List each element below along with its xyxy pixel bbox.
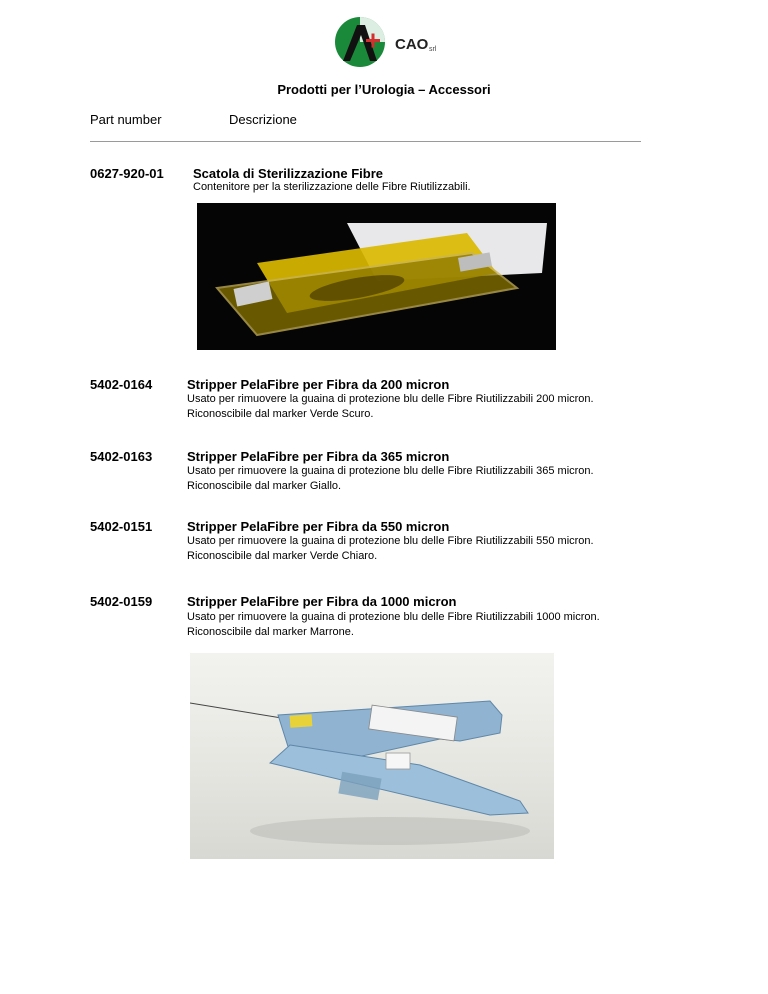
part-number: 5402-0159 (90, 594, 153, 609)
page-title: Prodotti per l’Urologia – Accessori (277, 82, 491, 97)
product-description-line: Usato per rimuovere la guaina di protezione blu delle Fibre Riutilizzabili 200 micron. (187, 393, 594, 405)
part-number: 5402-0163 (90, 449, 153, 464)
logo-wordmark: CAO (395, 36, 429, 53)
column-header-description: Descrizione (229, 112, 297, 127)
product-title: Stripper PelaFibre per Fibra da 200 micron (187, 377, 450, 392)
part-number: 0627-920-01 (90, 166, 164, 181)
cao-logo-icon (333, 15, 453, 70)
product-description-line: Usato per rimuovere la guaina di protezione blu delle Fibre Riutilizzabili 550 micron. (187, 535, 594, 547)
header-divider (90, 141, 641, 142)
product-description: Contenitore per la sterilizzazione delle Fibre Riutilizzabili. (193, 181, 471, 193)
product-title: Stripper PelaFibre per Fibra da 550 micron (187, 519, 450, 534)
fiber-stripper-photo (190, 653, 554, 859)
product-description-line: Riconoscibile dal marker Marrone. (187, 626, 354, 638)
company-logo (333, 15, 453, 70)
column-header-part-number: Part number (90, 112, 162, 127)
product-title: Stripper PelaFibre per Fibra da 1000 micron (187, 594, 457, 609)
product-description-line: Usato per rimuovere la guaina di protezione blu delle Fibre Riutilizzabili 365 micron. (187, 465, 594, 477)
product-title: Stripper PelaFibre per Fibra da 365 micron (187, 449, 450, 464)
sterilization-box-photo (197, 203, 556, 350)
part-number: 5402-0164 (90, 377, 153, 392)
product-description-line: Riconoscibile dal marker Verde Scuro. (187, 408, 374, 420)
logo-suffix: srl (429, 46, 437, 53)
product-title: Scatola di Sterilizzazione Fibre (193, 166, 383, 181)
product-description-line: Usato per rimuovere la guaina di protezione blu delle Fibre Riutilizzabili 1000 micron. (187, 611, 600, 623)
part-number: 5402-0151 (90, 519, 153, 534)
product-description-line: Riconoscibile dal marker Verde Chiaro. (187, 550, 378, 562)
product-description-line: Riconoscibile dal marker Giallo. (187, 480, 342, 492)
